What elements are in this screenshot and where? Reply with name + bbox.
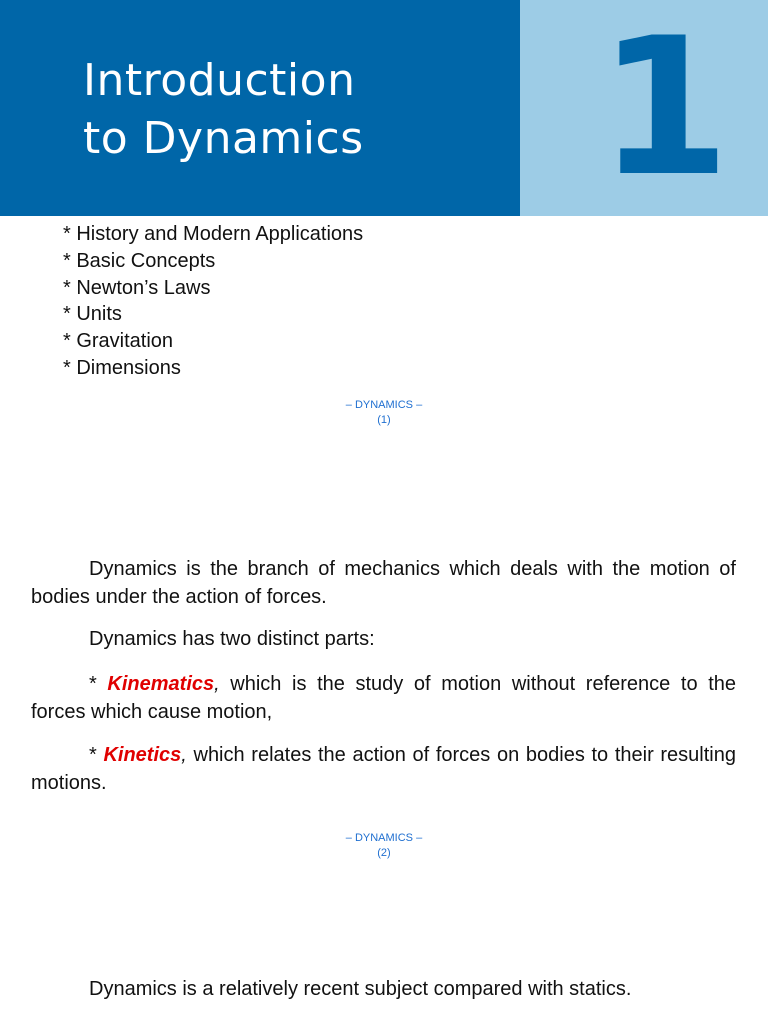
- topic-item: * Dimensions: [63, 356, 181, 379]
- chapter-title-line-1: Introduction: [83, 55, 356, 106]
- slide-footer-number: (1): [377, 414, 391, 426]
- chapter-title: [83, 52, 364, 168]
- kinetics-definition: which relates the action of forces on bodies to their resulting motions.: [31, 744, 736, 794]
- paragraph-kinetics: [31, 741, 736, 797]
- term-comma: ,: [181, 744, 187, 766]
- chapter-number: 1: [598, 0, 731, 218]
- paragraph-history: Dynamics is a relatively recent subject compared with statics.: [89, 978, 632, 1000]
- slide-footer-2: [284, 831, 484, 861]
- bullet-marker: *: [89, 673, 108, 695]
- topics-list: [63, 221, 363, 382]
- topic-item: * Basic Concepts: [63, 249, 216, 272]
- term-comma: ,: [214, 673, 220, 695]
- topic-item: * History and Modern Applications: [63, 223, 364, 245]
- topic-item: * Units: [63, 303, 122, 326]
- slide-footer-label: – DYNAMICS –: [345, 399, 423, 411]
- slide-footer-number: (2): [377, 847, 391, 859]
- paragraph-two-parts: Dynamics has two distinct parts:: [89, 628, 375, 650]
- slide-footer-1: [284, 398, 484, 428]
- term-kinetics: Kinetics: [103, 744, 182, 766]
- chapter-title-line-2: to Dynamics: [83, 113, 364, 164]
- topic-item: * Gravitation: [63, 330, 174, 353]
- paragraph-definition: Dynamics is the branch of mechanics which deals with the motion of bodies under the action of forces.: [31, 558, 736, 608]
- bullet-marker: *: [89, 744, 104, 766]
- chapter-header: [0, 0, 768, 216]
- paragraph-kinematics: [31, 670, 736, 726]
- slide-footer-label: – DYNAMICS –: [345, 832, 423, 844]
- kinematics-definition: which is the study of motion without reference to the forces which cause motion,: [31, 673, 736, 723]
- topic-item: * Newton’s Laws: [63, 276, 211, 299]
- term-kinematics: Kinematics: [107, 673, 215, 695]
